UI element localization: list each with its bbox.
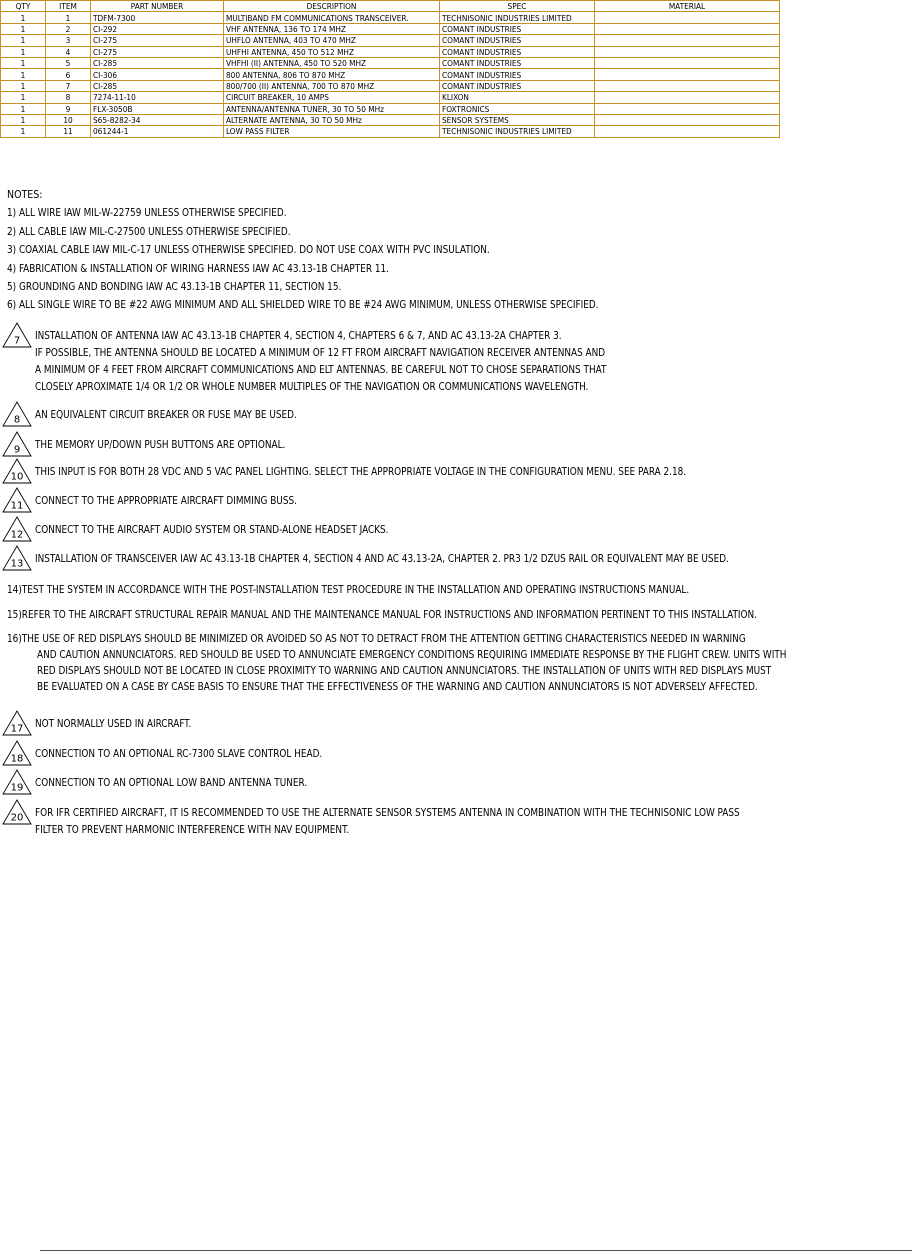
flag-note-line: THE MEMORY UP/DOWN PUSH BUTTONS ARE OPTIONAL. [35,439,286,451]
spec-cell: COMANT INDUSTRIES [440,23,595,34]
flag-note-line: FILTER TO PREVENT HARMONIC INTERFERENCE WITH NAV EQUIPMENT. [35,824,350,836]
item-cell: 11 [46,126,91,137]
note-line: RED DISPLAYS SHOULD NOT BE LOCATED IN CLOSE PROXIMITY TO WARNING AND CAUTION ANNUNCIATORS. THE INSTALLATION OF UNITS WITH RED DISPLAYS MUST [37,665,772,677]
qty-cell: 1 [1,46,46,57]
flag-note-triangle-icon [2,516,32,542]
header-material: MATERIAL [595,1,780,12]
spec-cell: TECHNISONIC INDUSTRIES LIMITED [440,12,595,23]
flag-number: 20 [10,812,24,824]
note-text: GROUNDING AND BONDING IAW AC 43.13-1B CHAPTER 11, SECTION 15. [18,281,342,293]
qty-cell: 1 [1,126,46,137]
qty-cell: 1 [1,23,46,34]
note-item [7,243,490,258]
material-cell [595,46,780,57]
spec-cell: FOXTRONICS [440,103,595,114]
table-row [1,69,780,80]
flag-note-line: INSTALLATION OF ANTENNA IAW AC 43.13-1B CHAPTER 4, SECTION 4, CHAPTERS 6 & 7, AND AC 43.13-2A CHAPTER 3. [35,330,562,342]
flag-note-triangle-icon [2,401,32,427]
table-row [1,80,780,91]
note-text: ALL SINGLE WIRE TO BE #22 AWG MINIMUM AND ALL SHIELDED WIRE TO BE #24 AWG MINIMUM, UNLESS OTHERWISE SPECIFIED. [18,299,599,311]
description-cell: MULTIBAND FM COMMUNICATIONS TRANSCEIVER. [224,12,440,23]
note-number: 3) [7,244,17,256]
flag-number: 19 [10,782,24,794]
spec-cell: KLIXON [440,92,595,103]
flag-note-line: CONNECTION TO AN OPTIONAL LOW BAND ANTENNA TUNER. [35,777,308,789]
material-cell [595,23,780,34]
material-cell [595,92,780,103]
spec-cell: COMANT INDUSTRIES [440,80,595,91]
qty-cell: 1 [1,114,46,125]
flag-note-line: CLOSELY APROXIMATE 1/4 OR 1/2 OR WHOLE NUMBER MULTIPLES OF THE NAVIGATION OR COMMUNICATIONS WAVELENGTH. [35,381,589,393]
table-row [1,57,780,68]
note-number: 1) [7,207,17,219]
qty-cell: 1 [1,12,46,23]
item-cell: 1 [46,12,91,23]
note-line [7,583,689,598]
qty-cell: 1 [1,35,46,46]
table-row [1,46,780,57]
table-row [1,12,780,23]
table-row [1,126,780,137]
part-number-cell: 061244-1 [91,126,224,137]
flag-number: 9 [13,444,21,456]
description-cell: VHF ANTENNA, 136 TO 174 MHZ [224,23,440,34]
header-item: ITEM [46,1,91,12]
qty-cell: 1 [1,103,46,114]
spec-cell: TECHNISONIC INDUSTRIES LIMITED [440,126,595,137]
part-number-cell: CI-275 [91,46,224,57]
part-number-cell: 7274-11-10 [91,92,224,103]
table-row [1,103,780,114]
part-number-cell: CI-275 [91,35,224,46]
part-number-cell: TDFM-7300 [91,12,224,23]
flag-note-line: FOR IFR CERTIFIED AIRCRAFT, IT IS RECOMMENDED TO USE THE ALTERNATE SENSOR SYSTEMS ANTENNA IN COMBINATION WITH THE TECHNISONIC LOW PASS [35,807,740,819]
table-row [1,114,780,125]
flag-number: 11 [10,500,24,512]
note-number: 5) [7,281,17,293]
flag-note-triangle-icon [2,740,32,766]
item-cell: 5 [46,57,91,68]
item-cell: 4 [46,46,91,57]
note-line: AND CAUTION ANNUNCIATORS. RED SHOULD BE USED TO ANNUNCIATE EMERGENCY CONDITIONS REQUIRING IMMEDIATE RESPONSE BY THE FLIGHT CREW. UNITS WITH [37,649,787,661]
note-item [7,225,291,240]
material-cell [595,69,780,80]
flag-number: 12 [10,529,24,541]
material-cell [595,35,780,46]
flag-note-triangle-icon [2,487,32,513]
item-cell: 2 [46,23,91,34]
description-cell: ANTENNA/ANTENNA TUNER, 30 TO 50 MHz [224,103,440,114]
flag-number: 10 [10,471,24,483]
flag-note-line: THIS INPUT IS FOR BOTH 28 VDC AND 5 VAC PANEL LIGHTING. SELECT THE APPROPRIATE VOLTAGE IN THE CONFIGURATION MENU. SEE PARA 2.18. [35,466,687,478]
parts-list-table [0,0,780,138]
spec-cell: COMANT INDUSTRIES [440,57,595,68]
note-item [7,206,287,221]
notes-title: NOTES: [7,189,43,201]
item-cell: 6 [46,69,91,80]
spec-cell: COMANT INDUSTRIES [440,46,595,57]
note-text: COAXIAL CABLE IAW MIL-C-17 UNLESS OTHERWISE SPECIFIED. DO NOT USE COAX WITH PVC INSULATION. [18,244,490,256]
part-number-cell: FLX-3050B [91,103,224,114]
item-cell: 10 [46,114,91,125]
flag-number: 7 [13,335,21,347]
part-number-cell: CI-292 [91,23,224,34]
flag-note-line: CONNECT TO THE APPROPRIATE AIRCRAFT DIMMING BUSS. [35,495,297,507]
flag-note-line: NOT NORMALLY USED IN AIRCRAFT. [35,718,192,730]
flag-note-line: CONNECT TO THE AIRCRAFT AUDIO SYSTEM OR STAND-ALONE HEADSET JACKS. [35,524,389,536]
footer-divider [40,1250,912,1251]
flag-note-line: CONNECTION TO AN OPTIONAL RC-7300 SLAVE CONTROL HEAD. [35,748,323,760]
note-line [7,608,757,623]
note-text: TEST THE SYSTEM IN ACCORDANCE WITH THE POST-INSTALLATION TEST PROCEDURE IN THE INSTALLATION AND OPERATING INSTRUCTIONS MANUAL. [21,584,690,596]
part-number-cell: CI-306 [91,69,224,80]
note-number: 6) [7,299,17,311]
note-item [7,262,389,277]
header-spec: SPEC [440,1,595,12]
flag-note-line: INSTALLATION OF TRANSCEIVER IAW AC 43.13-1B CHAPTER 4, SECTION 4 AND AC 43.13-2A, CHAPTER 2. PR3 1/2 DZUS RAIL OR EQUIVALENT MAY BE USED. [35,553,729,565]
table-row [1,92,780,103]
material-cell [595,103,780,114]
table-row [1,35,780,46]
note-line [7,632,746,647]
description-cell: 800/700 (II) ANTENNA, 700 TO 870 MHZ [224,80,440,91]
header-description: DESCRIPTION [224,1,440,12]
note-item [7,298,598,313]
description-cell: CIRCUIT BREAKER, 10 AMPS [224,92,440,103]
note-text: ALL CABLE IAW MIL-C-27500 UNLESS OTHERWISE SPECIFIED. [18,226,291,238]
description-cell: UHFHI ANTENNA, 450 TO 512 MHZ [224,46,440,57]
flag-note-triangle-icon [2,710,32,736]
flag-note-triangle-icon [2,431,32,457]
part-number-cell: CI-285 [91,80,224,91]
material-cell [595,126,780,137]
header-qty: QTY [1,1,46,12]
flag-number: 18 [10,753,24,765]
note-text: ALL WIRE IAW MIL-W-22759 UNLESS OTHERWISE SPECIFIED. [18,207,287,219]
flag-note-triangle-icon [2,799,32,825]
item-cell: 7 [46,80,91,91]
description-cell: 800 ANTENNA, 806 TO 870 MHZ [224,69,440,80]
flag-note-line: IF POSSIBLE, THE ANTENNA SHOULD BE LOCATED A MINIMUM OF 12 FT FROM AIRCRAFT NAVIGATION RECEIVER ANTENNAS AND [35,347,606,359]
spec-cell: COMANT INDUSTRIES [440,35,595,46]
description-cell: ALTERNATE ANTENNA, 30 TO 50 MHz [224,114,440,125]
note-item [7,280,341,295]
flag-note-line: A MINIMUM OF 4 FEET FROM AIRCRAFT COMMUNICATIONS AND ELT ANTENNAS. BE CAREFUL NOT TO CHOSE SEPARATIONS THAT [35,364,607,376]
flag-number: 17 [10,723,24,735]
flag-note-triangle-icon [2,769,32,795]
description-cell: LOW PASS FILTER [224,126,440,137]
flag-number: 13 [10,558,24,570]
table-row [1,23,780,34]
description-cell: UHFLO ANTENNA, 403 TO 470 MHZ [224,35,440,46]
note-number: 4) [7,263,17,275]
flag-note-triangle-icon [2,322,32,348]
qty-cell: 1 [1,92,46,103]
part-number-cell: CI-285 [91,57,224,68]
note-text: REFER TO THE AIRCRAFT STRUCTURAL REPAIR MANUAL AND THE MAINTENANCE MANUAL FOR INSTRUCTIONS AND INFORMATION PERTINENT TO THIS INSTALLATION. [21,609,758,621]
note-text: THE USE OF RED DISPLAYS SHOULD BE MINIMIZED OR AVOIDED SO AS NOT TO DETRACT FROM THE ATTENTION GETTING CHARACTERISTICS NEEDED IN WARNING [21,633,746,645]
flag-note-triangle-icon [2,545,32,571]
material-cell [595,12,780,23]
header-part-number: PART NUMBER [91,1,224,12]
material-cell [595,80,780,91]
table-header-row [1,1,780,12]
flag-note-line: AN EQUIVALENT CIRCUIT BREAKER OR FUSE MAY BE USED. [35,409,297,421]
flag-number: 8 [13,414,21,426]
spec-cell: SENSOR SYSTEMS [440,114,595,125]
note-number: 2) [7,226,17,238]
spec-cell: COMANT INDUSTRIES [440,69,595,80]
material-cell [595,114,780,125]
note-line: BE EVALUATED ON A CASE BY CASE BASIS TO ENSURE THAT THE EFFECTIVENESS OF THE WARNING AND CAUTION ANNUNCIATORS IS NOT ADVERSELY AFFECTED. [37,681,758,693]
qty-cell: 1 [1,80,46,91]
qty-cell: 1 [1,57,46,68]
qty-cell: 1 [1,69,46,80]
note-number: 15) [7,609,22,621]
note-number: 14) [7,584,22,596]
item-cell: 3 [46,35,91,46]
material-cell [595,57,780,68]
note-number: 16) [7,633,22,645]
flag-note-triangle-icon [2,458,32,484]
note-text: FABRICATION & INSTALLATION OF WIRING HARNESS IAW AC 43.13-1B CHAPTER 11. [18,263,389,275]
part-number-cell: S65-8282-34 [91,114,224,125]
item-cell: 9 [46,103,91,114]
item-cell: 8 [46,92,91,103]
description-cell: VHFHI (II) ANTENNA, 450 TO 520 MHZ [224,57,440,68]
